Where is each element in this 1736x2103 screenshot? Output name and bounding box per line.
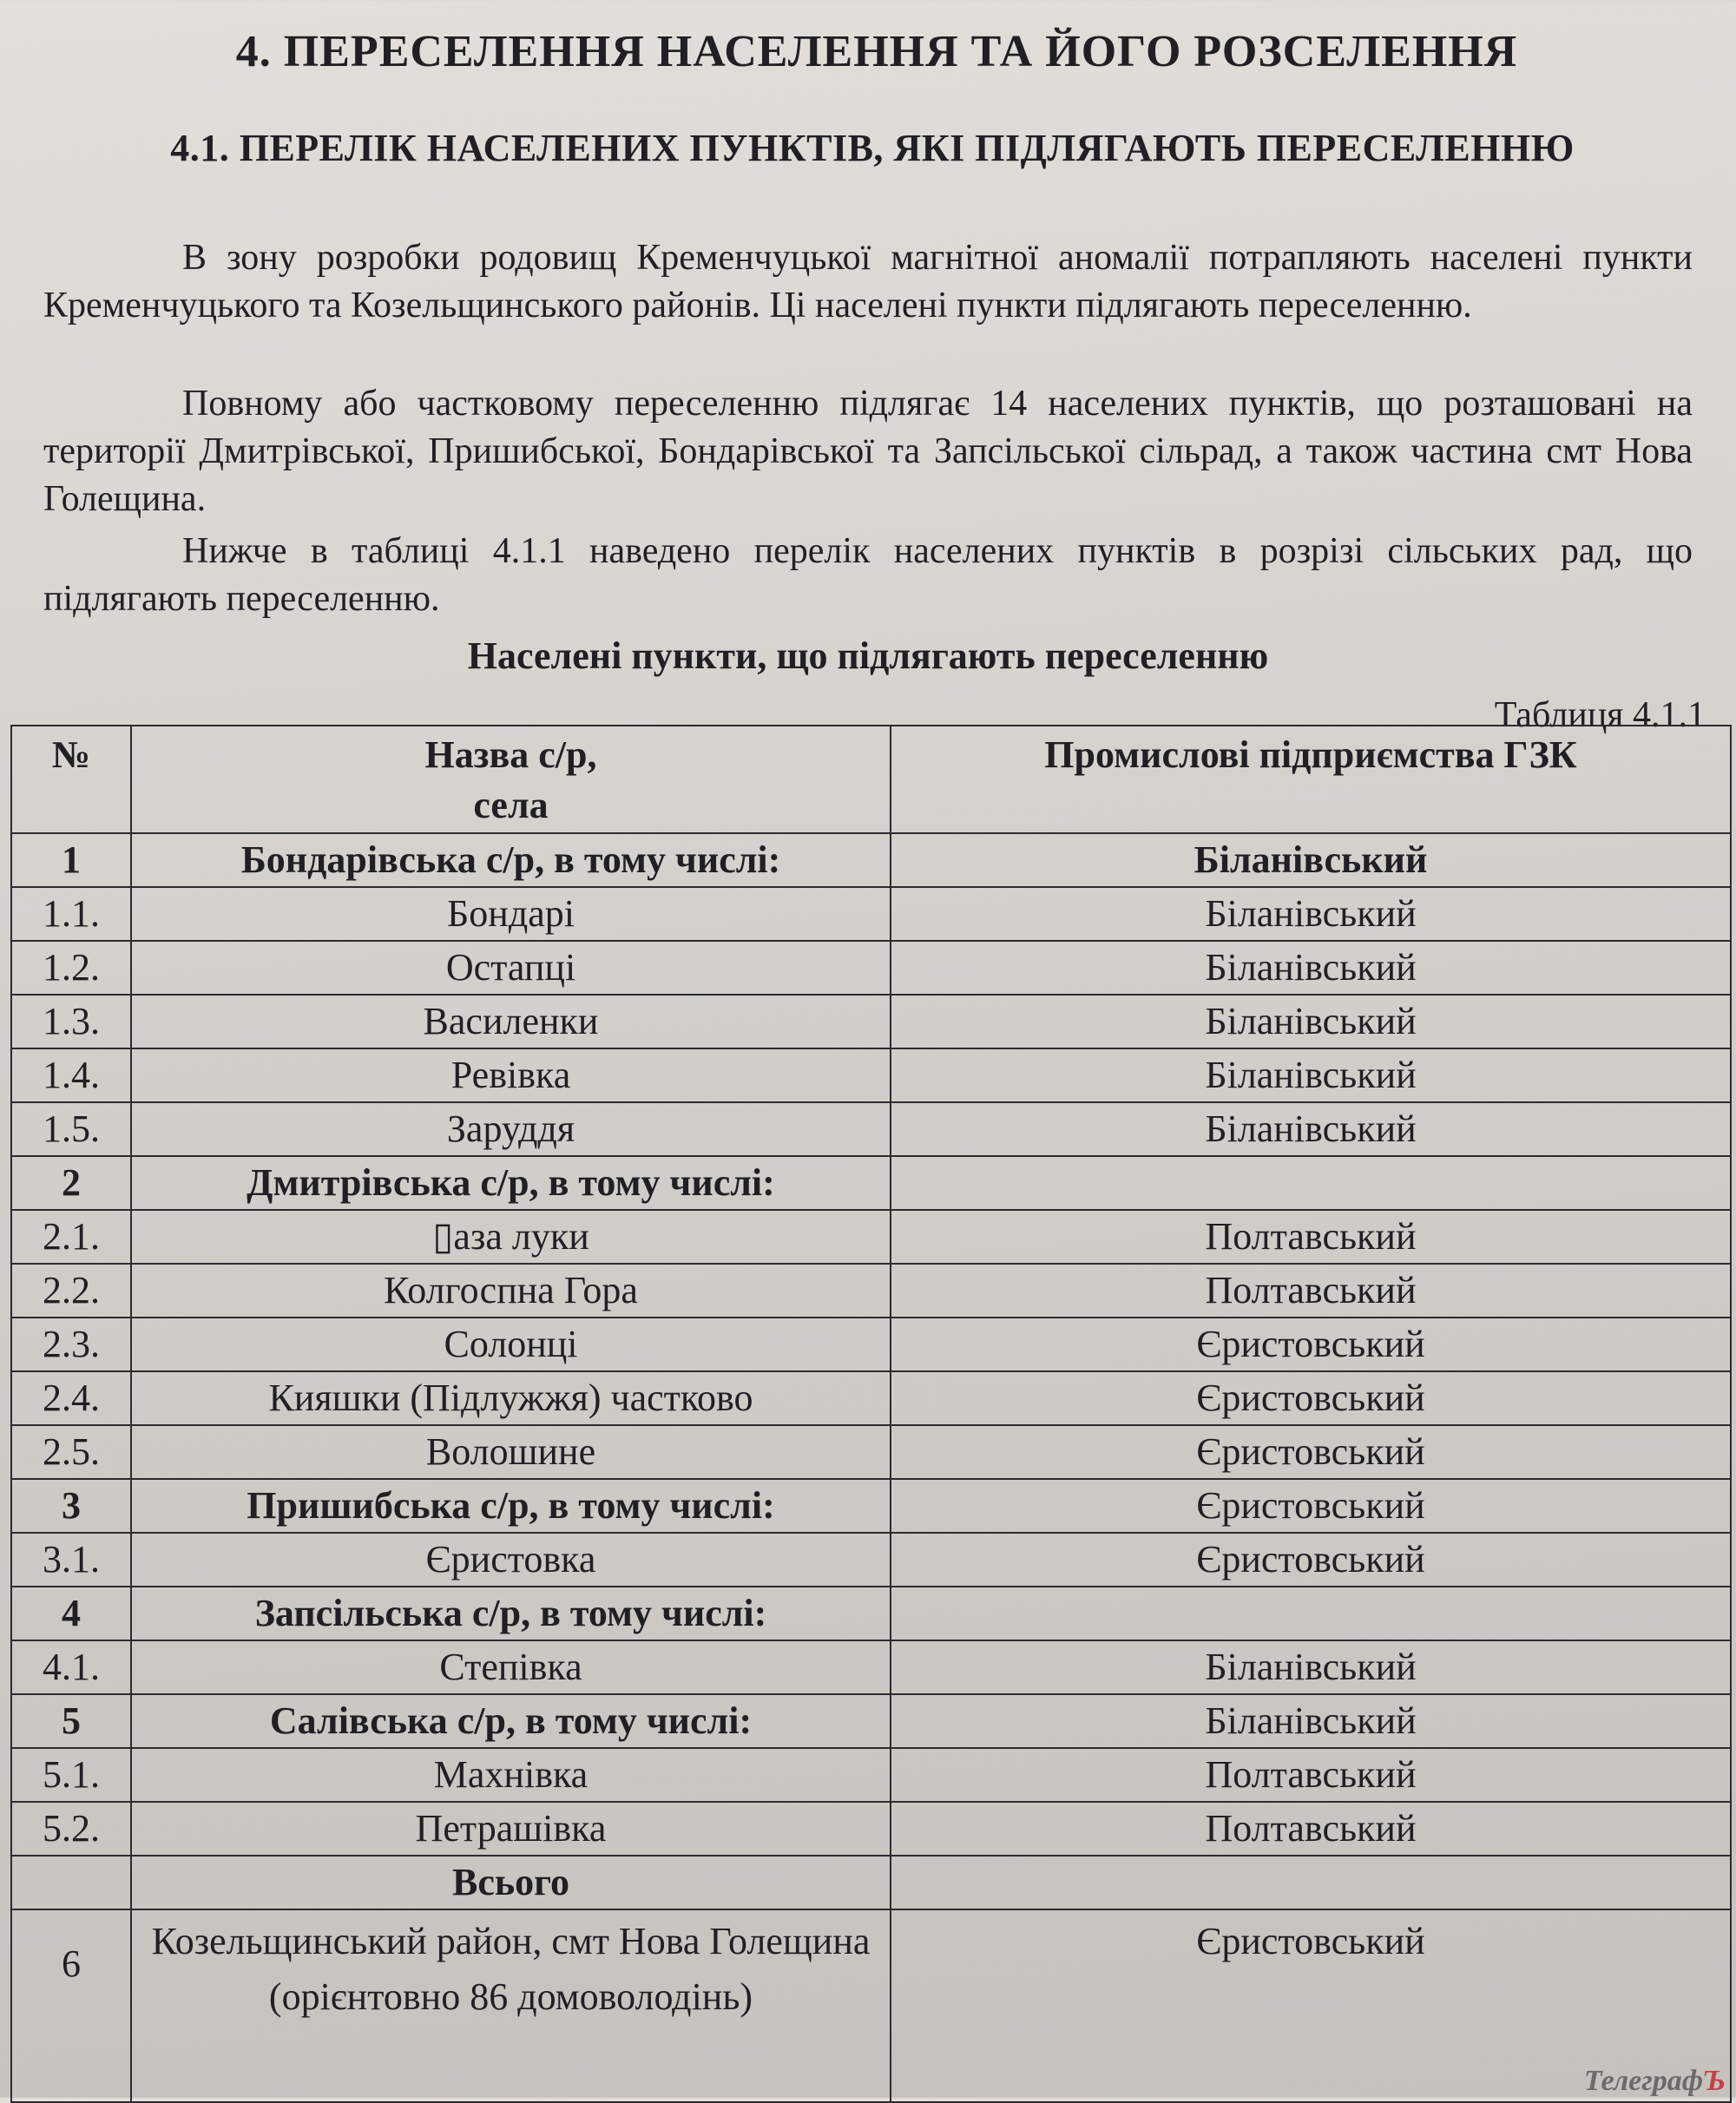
cell-number: 5: [11, 1694, 131, 1748]
table-row: [11, 995, 1731, 1048]
table-row: [11, 1640, 1731, 1694]
cell-name: Махнівка: [131, 1748, 891, 1802]
header-gzk-label: Промислові підприємства ГЗК: [1044, 733, 1577, 776]
cell-gzk: Біланівський: [891, 941, 1731, 995]
cell-number: 2.5.: [11, 1425, 131, 1479]
table-group-row: [11, 833, 1731, 887]
settlements-table: [10, 725, 1732, 2103]
header-gzk: [891, 726, 1731, 833]
cell-name: Салівська с/р, в тому числі:: [131, 1694, 891, 1748]
cell-gzk: Єристовський: [891, 1318, 1731, 1371]
cell-gzk: Біланівський: [891, 1694, 1731, 1748]
cell-number: 3.1.: [11, 1533, 131, 1587]
cell-name: Всього: [131, 1856, 891, 1909]
cell-name: Степівка: [131, 1640, 891, 1694]
watermark-accent: Ъ: [1703, 2065, 1726, 2097]
paragraph-1: В зону розробки родовищ Кременчуцької магнітної аномалії потрапляють населені пункти Кременчуцького та Козельщинського районів. Ці населені пункти підлягають переселенню.: [43, 238, 1693, 325]
header-name-line1: Назва с/р,: [424, 733, 597, 776]
cell-name: ▯аза луки: [131, 1210, 891, 1264]
cell-number: 1.2.: [11, 941, 131, 995]
paragraph-3: Нижче в таблиці 4.1.1 наведено перелік населених пунктів в розрізі сільських рад, що підлягають переселенню.: [43, 531, 1693, 619]
table-row: [11, 1048, 1731, 1102]
cell-name: Волошине: [131, 1425, 891, 1479]
table-group-row: [11, 1479, 1731, 1533]
cell-number: 4.1.: [11, 1640, 131, 1694]
cell-number: 1.4.: [11, 1048, 131, 1102]
cell-gzk: [891, 1856, 1731, 1909]
cell-gzk: Єристовський: [891, 1533, 1731, 1587]
table-header-row: [11, 726, 1731, 833]
table-row: [11, 1318, 1731, 1371]
header-number-label: №: [51, 733, 91, 776]
cell-gzk: Біланівський: [891, 887, 1731, 941]
cell-name: Василенки: [131, 995, 891, 1048]
cell-number: 5.1.: [11, 1748, 131, 1802]
cell-gzk: Єристовський: [891, 1479, 1731, 1533]
cell-number: [11, 1856, 131, 1909]
cell-number: 1.5.: [11, 1102, 131, 1156]
section-heading: 4. ПЕРЕСЕЛЕННЯ НАСЕЛЕННЯ ТА ЙОГО РОЗСЕЛЕННЯ: [235, 27, 1518, 76]
paragraph-2: Повному або частковому переселенню підлягає 14 населених пунктів, що розташовані на території Дмитрівської, Пришибської, Бондарівської та Запсільської сільрад, а також частина смт Нова Голещина.: [43, 384, 1693, 519]
cell-gzk: [891, 1587, 1731, 1640]
cell-gzk: Полтавський: [891, 1210, 1731, 1264]
cell-name: Пришибська с/р, в тому числі:: [131, 1479, 891, 1533]
table-caption: Населені пункти, що підлягають переселенню: [467, 634, 1269, 677]
cell-name: Колгоспна Гора: [131, 1264, 891, 1318]
cell-number: 2.3.: [11, 1318, 131, 1371]
table-total-row: [11, 1856, 1731, 1909]
cell-gzk: Біланівський: [891, 995, 1731, 1048]
cell-gzk: Полтавський: [891, 1802, 1731, 1856]
cell-number: 1.3.: [11, 995, 131, 1048]
table-row: [11, 887, 1731, 941]
watermark-logo: [1584, 2065, 1726, 2098]
cell-name: Солонці: [131, 1318, 891, 1371]
cell-gzk: Біланівський: [891, 833, 1731, 887]
table-row: [11, 1748, 1731, 1802]
cell-gzk: Єристовський: [891, 1425, 1731, 1479]
subsection-heading: 4.1. ПЕРЕЛІК НАСЕЛЕНИХ ПУНКТІВ, ЯКІ ПІДЛЯГАЮТЬ ПЕРЕСЕЛЕННЮ: [170, 127, 1575, 169]
table-row: [11, 1533, 1731, 1587]
cell-number: 1: [11, 833, 131, 887]
cell-name: Остапці: [131, 941, 891, 995]
cell-gzk: Полтавський: [891, 1748, 1731, 1802]
cell-name: Запсільська с/р, в тому числі:: [131, 1587, 891, 1640]
cell-number: 2: [11, 1156, 131, 1210]
cell-number: 2.4.: [11, 1371, 131, 1425]
table-row: [11, 1909, 1731, 2102]
cell-number: 4: [11, 1587, 131, 1640]
table-row: [11, 1102, 1731, 1156]
cell-name: Козельщинський район, смт Нова Голещина (орієнтовно 86 домоволодінь): [131, 1909, 891, 2102]
header-number: [11, 726, 131, 833]
table-group-row: [11, 1587, 1731, 1640]
cell-number: 2.2.: [11, 1264, 131, 1318]
table-group-row: [11, 1694, 1731, 1748]
table-body: [11, 833, 1731, 2102]
table-row: [11, 1371, 1731, 1425]
header-name: [131, 726, 891, 833]
cell-name: Дмитрівська с/р, в тому числі:: [131, 1156, 891, 1210]
cell-gzk: Єристовський: [891, 1909, 1731, 2102]
cell-name: Петрашівка: [131, 1802, 891, 1856]
cell-gzk: Єристовський: [891, 1371, 1731, 1425]
table-row: [11, 1802, 1731, 1856]
cell-number: 5.2.: [11, 1802, 131, 1856]
table-group-row: [11, 1156, 1731, 1210]
cell-gzk: Біланівський: [891, 1102, 1731, 1156]
cell-name: Бондарі: [131, 887, 891, 941]
cell-number: 2.1.: [11, 1210, 131, 1264]
watermark-text: Телеграф: [1583, 2065, 1704, 2097]
cell-name: Бондарівська с/р, в тому числі:: [131, 833, 891, 887]
cell-gzk: Біланівський: [891, 1048, 1731, 1102]
table-row: [11, 1264, 1731, 1318]
cell-name: Єристовка: [131, 1533, 891, 1587]
cell-gzk: [891, 1156, 1731, 1210]
cell-number: 3: [11, 1479, 131, 1533]
cell-name: Кияшки (Підлужжя) частково: [131, 1371, 891, 1425]
cell-name: Заруддя: [131, 1102, 891, 1156]
table-row: [11, 1425, 1731, 1479]
table-number: Таблиця 4.1.1: [1494, 695, 1706, 735]
table-row: [11, 1210, 1731, 1264]
cell-number: 1.1.: [11, 887, 131, 941]
header-name-line2: села: [473, 784, 549, 826]
cell-gzk: Полтавський: [891, 1264, 1731, 1318]
table-row: [11, 941, 1731, 995]
cell-name: Ревівка: [131, 1048, 891, 1102]
cell-gzk: Біланівський: [891, 1640, 1731, 1694]
cell-number: 6: [11, 1909, 131, 2102]
